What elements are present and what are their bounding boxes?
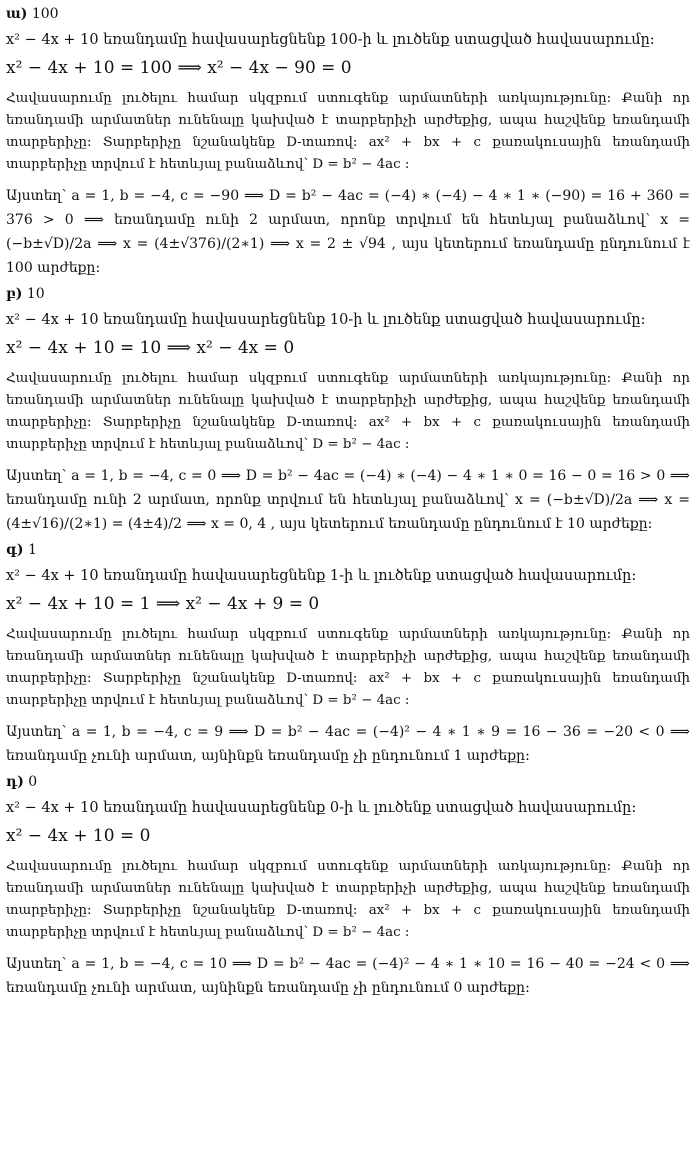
- intro-line: x² − 4x + 10 եռանդամը հավասարեցնենք 100-ի և լուծենք ստացված հավասարումը:: [6, 32, 655, 48]
- intro-line: x² − 4x + 10 եռանդամը հավասարեցնենք 10-ի և լուծենք ստացված հավասարումը:: [6, 312, 646, 328]
- equation: x² − 4x + 10 = 0: [6, 826, 151, 846]
- discriminant-explanation: Հավասարումը լուծելու համար սկզբում ստուգենք արմատների առկայությունը: Քանի որ եռանդամի արմատներ ունենալը կախված է տարբերիչի արժեքից, ապա հաշվենք եռանդամի տարբերիչը: Տարբերիչը նշանակենք D-տառով: ax² + bx + c քառակուսային եռանդամի տարբերիչը տրվում է հետևյալ բանաձևով՝ D = b² − 4ac :: [6, 627, 690, 708]
- equation: x² − 4x + 10 = 1 ⟹ x² − 4x + 9 = 0: [6, 594, 320, 614]
- document: [6, 0, 690, 1006]
- section-value: 1: [27, 542, 37, 558]
- discriminant-explanation: Հավասարումը լուծելու համար սկզբում ստուգենք արմատների առկայությունը: Քանի որ եռանդամի արմատներ ունենալը կախված է տարբերիչի արժեքից, ապա հաշվենք եռանդամի տարբերիչը: Տարբերիչը նշանակենք D-տառով: ax² + bx + c քառակուսային եռանդամի տարբերիչը տրվում է հետևյալ բանաձևով՝ D = b² − 4ac :: [6, 859, 690, 940]
- solution: Այստեղ՝ a = 1, b = −4, c = −90 ⟹ D = b² − 4ac = (−4) ∗ (−4) − 4 ∗ 1 ∗ (−90) = 16 + 360 = 376 > 0 ⟹ եռանդամը ունի 2 արմատ, որոնք տրվում են հետևյալ բանաձևով՝ x = (−b±√D)/2a ⟹ x = (4±√376)/(2∗1) ⟹ x = 2 ± √94 , այս կետերում եռանդամը ընդունում է 100 արժեքը:: [6, 188, 690, 276]
- section-heading: [6, 774, 690, 790]
- section-letter: ա): [6, 6, 28, 22]
- discriminant-explanation: Հավասարումը լուծելու համար սկզբում ստուգենք արմատների առկայությունը: Քանի որ եռանդամի արմատներ ունենալը կախված է տարբերիչի արժեքից, ապա հաշվենք եռանդամի տարբերիչը: Տարբերիչը նշանակենք D-տառով: ax² + bx + c քառակուսային եռանդամի տարբերիչը տրվում է հետևյալ բանաձևով՝ D = b² − 4ac :: [6, 371, 690, 452]
- section-heading: [6, 6, 690, 22]
- section-d: [6, 774, 690, 1000]
- section-a: [6, 6, 690, 280]
- section-heading: [6, 286, 690, 302]
- section-value: 100: [31, 6, 59, 22]
- section-letter: գ): [6, 542, 24, 558]
- discriminant-explanation: Հավասարումը լուծելու համար սկզբում ստուգենք արմատների առկայությունը: Քանի որ եռանդամի արմատներ ունենալը կախված է տարբերիչի արժեքից, ապա հաշվենք եռանդամի տարբերիչը: Տարբերիչը նշանակենք D-տառով: ax² + bx + c քառակուսային եռանդամի տարբերիչը տրվում է հետևյալ բանաձևով՝ D = b² − 4ac :: [6, 91, 690, 172]
- section-letter: բ): [6, 286, 23, 302]
- intro-line: x² − 4x + 10 եռանդամը հավասարեցնենք 0-ի և լուծենք ստացված հավասարումը:: [6, 800, 637, 816]
- equation: x² − 4x + 10 = 100 ⟹ x² − 4x − 90 = 0: [6, 58, 352, 78]
- section-value: 10: [26, 286, 45, 302]
- solution: Այստեղ՝ a = 1, b = −4, c = 9 ⟹ D = b² − 4ac = (−4)² − 4 ∗ 1 ∗ 9 = 16 − 36 = −20 < 0 ⟹ եռանդամը չունի արմատ, այնինքն եռանդամը չի ընդունում 1 արժեքը:: [6, 724, 690, 764]
- section-value: 0: [28, 774, 38, 790]
- section-letter: դ): [6, 774, 24, 790]
- equation: x² − 4x + 10 = 10 ⟹ x² − 4x = 0: [6, 338, 295, 358]
- intro-line: x² − 4x + 10 եռանդամը հավասարեցնենք 1-ի և լուծենք ստացված հավասարումը:: [6, 568, 637, 584]
- solution: Այստեղ՝ a = 1, b = −4, c = 0 ⟹ D = b² − 4ac = (−4) ∗ (−4) − 4 ∗ 1 ∗ 0 = 16 − 0 = 16 > 0 ⟹ եռանդամը ունի 2 արմատ, որոնք տրվում են հետևյալ բանաձևով՝ x = (−b±√D)/2a ⟹ x = (4±√16)/(2∗1) = (4±4)/2 ⟹ x = 0, 4 , այս կետերում եռանդամը ընդունում է 10 արժեքը:: [6, 468, 690, 532]
- section-heading: [6, 542, 690, 558]
- section-c: [6, 542, 690, 768]
- solution: Այստեղ՝ a = 1, b = −4, c = 10 ⟹ D = b² − 4ac = (−4)² − 4 ∗ 1 ∗ 10 = 16 − 40 = −24 < 0 ⟹ եռանդամը չունի արմատ, այնինքն եռանդամը չի ընդունում 0 արժեքը:: [6, 956, 690, 996]
- section-b: [6, 286, 690, 536]
